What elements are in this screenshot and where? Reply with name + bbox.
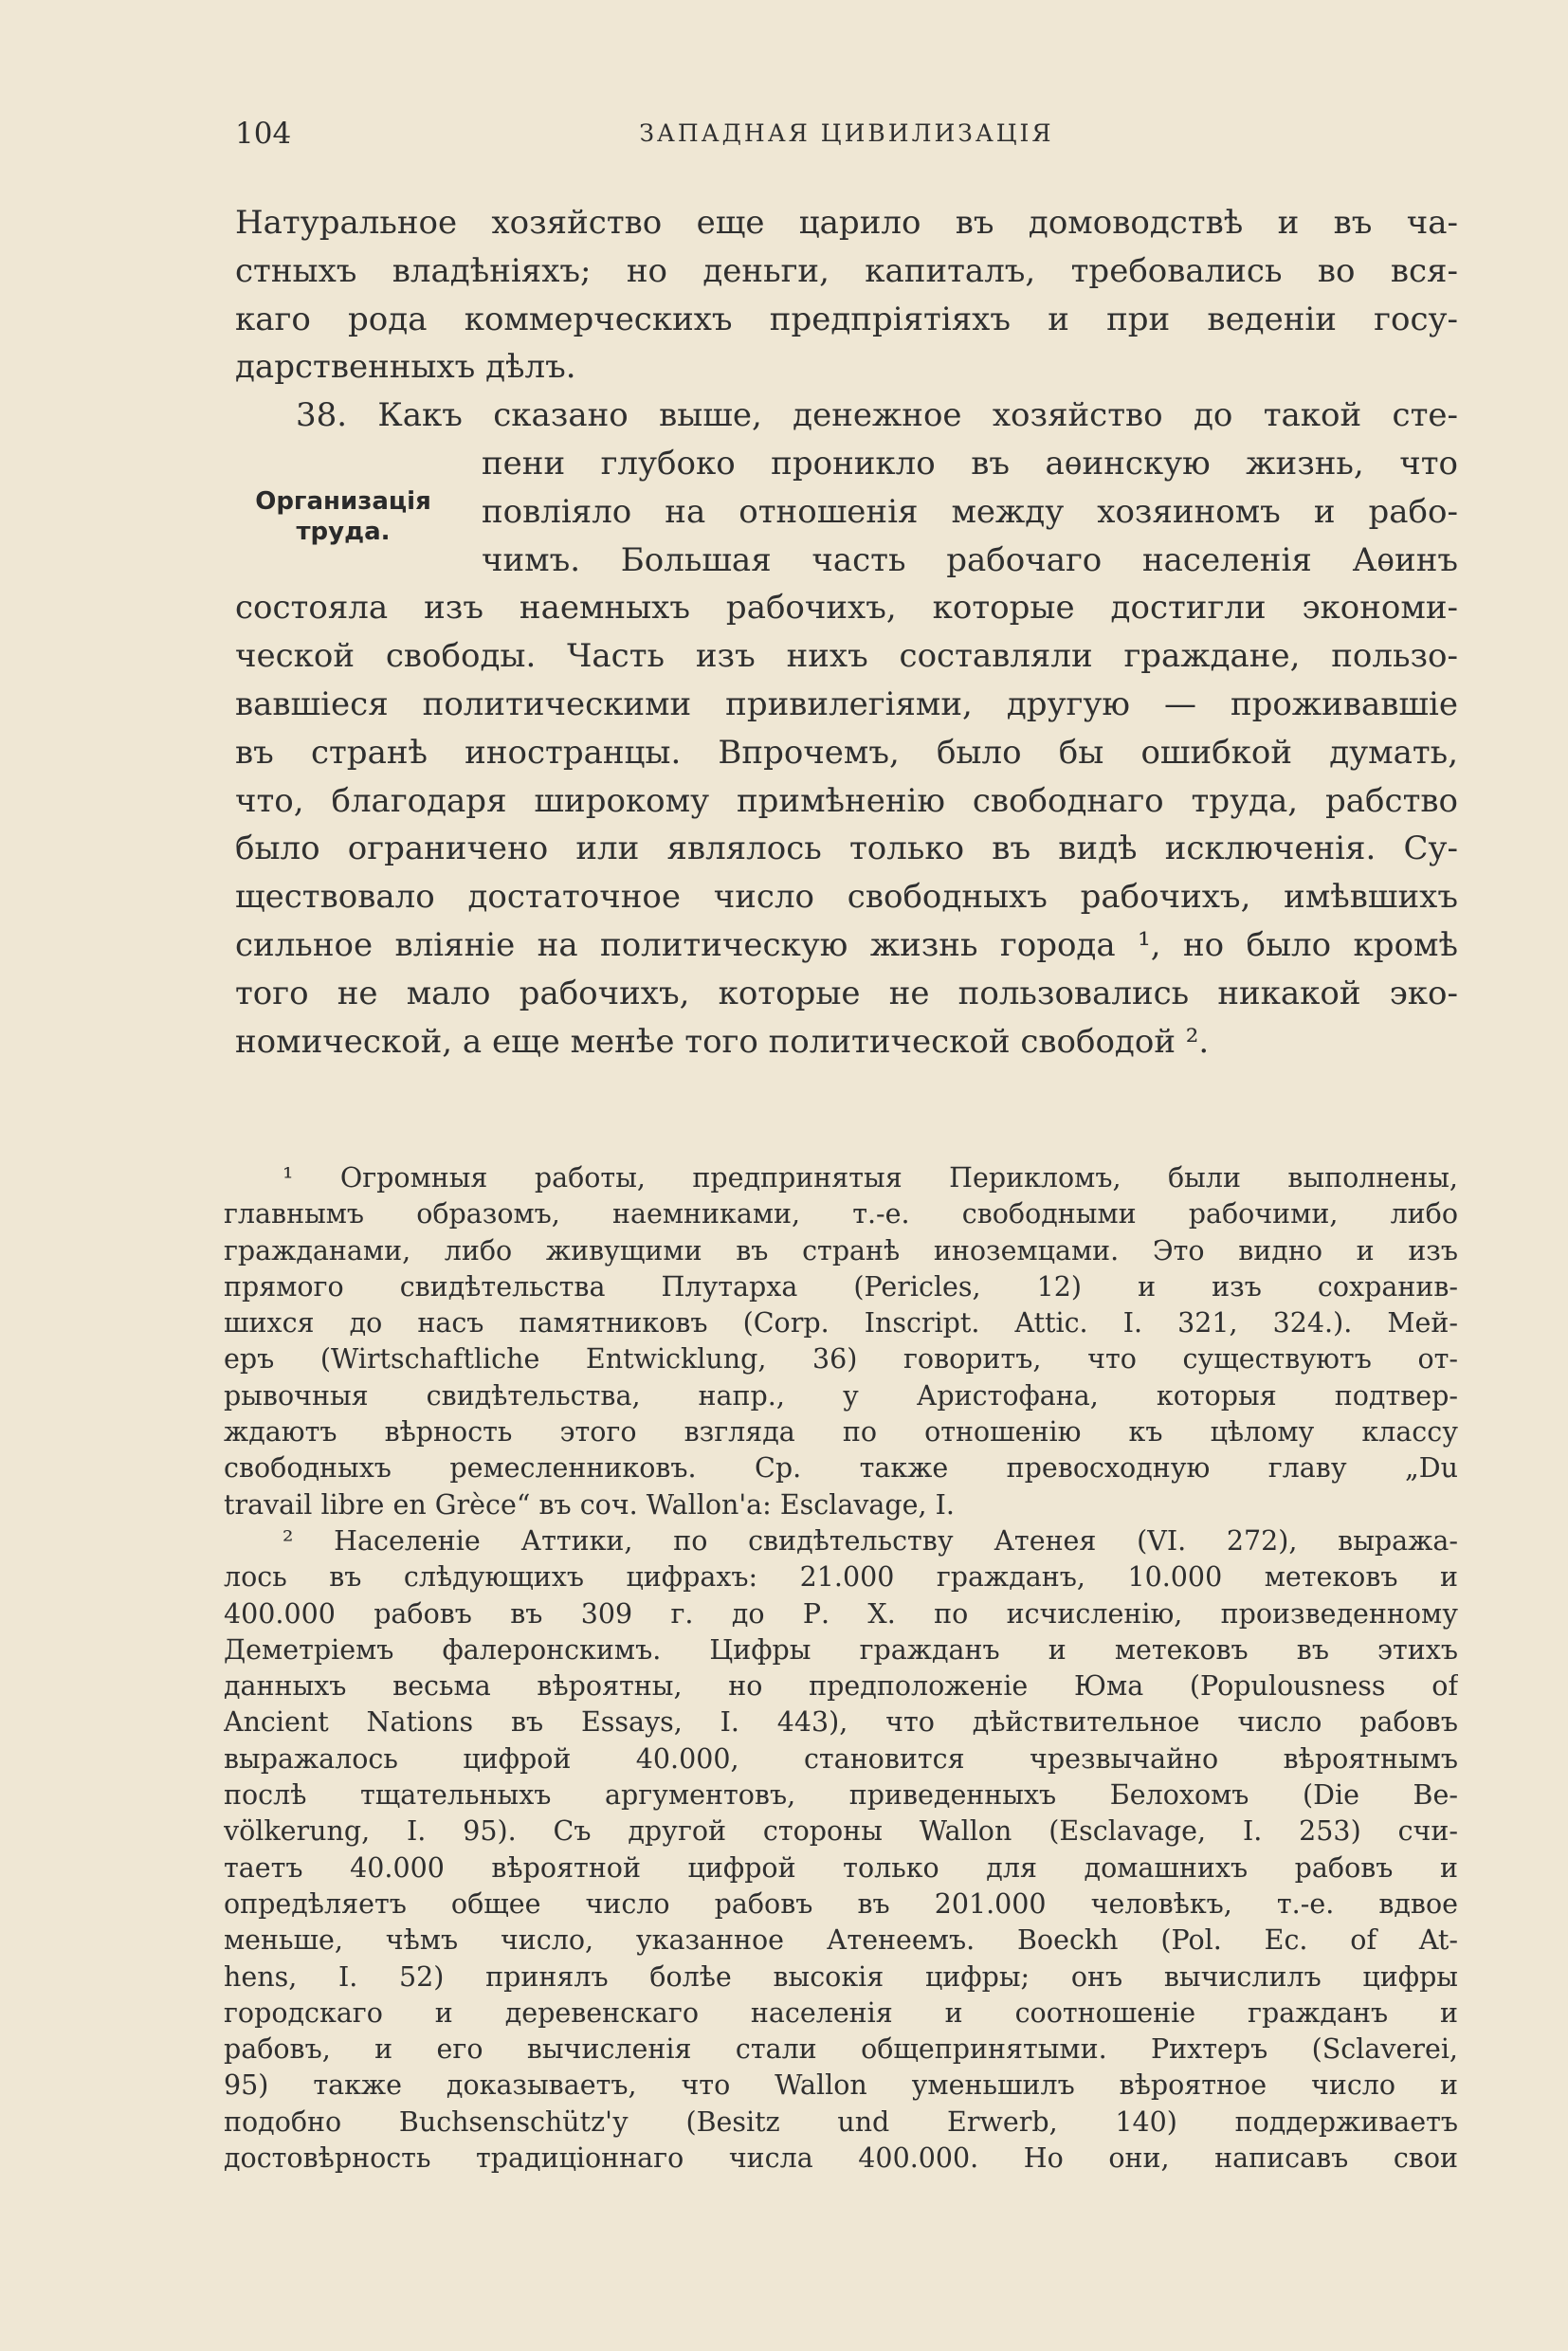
footnote-2-line: опредѣляетъ общее число рабовъ въ 201.000 человѣкъ, т.-е. вдвое <box>224 1887 1458 1920</box>
text-line: вавшіеся политическими привилегіями, другую — проживавшіе <box>235 684 1458 723</box>
footnote-2-line: 400.000 рабовъ въ 309 г. до Р. X. по исчисленію, произведенному <box>224 1597 1458 1630</box>
text-line: номической, а еще менѣе того политической свободой ². <box>235 1022 1210 1061</box>
footnote-2-line: Ancient Nations въ Essays, I. 443), что дѣйствительное число рабовъ <box>224 1706 1458 1739</box>
footnote-1-line: travail libre en Grèce“ въ соч. Wallon'a: Esclavage, I. <box>224 1488 955 1521</box>
paragraph-start-line: 38. Какъ сказано выше, денежное хозяйство до такой сте- <box>296 396 1458 435</box>
running-head <box>235 112 1458 155</box>
main-text <box>235 199 1458 1066</box>
text-line: сильное вліяніе на политическую жизнь города ¹, но было кромѣ <box>235 925 1458 964</box>
text-line: въ странѣ иностранцы. Впрочемъ, было бы ошибкой думать, <box>235 733 1458 772</box>
footnote-2-line: меньше, чѣмъ число, указанное Атенеемъ. Boeckh (Pol. Ec. of At- <box>224 1924 1458 1957</box>
text-line: Натуральное хозяйство еще царило въ домоводствѣ и въ ча- <box>235 204 1458 242</box>
footnote-2-line: данныхъ весьма вѣроятны, но предположеніе Юма (Populousness of <box>224 1670 1458 1703</box>
footnote-2-line: лось въ слѣдующихъ цифрахъ: 21.000 гражданъ, 10.000 метековъ и <box>224 1561 1458 1594</box>
text-line: каго рода коммерческихъ предпріятіяхъ и при веденіи госу- <box>235 300 1458 338</box>
text-line: было ограничено или являлось только въ видѣ исключенія. Су- <box>235 829 1458 868</box>
footnote-2-line: рабовъ, и его вычисленія стали общепринятыми. Рихтеръ (Sclaverei, <box>224 2033 1458 2066</box>
text-line: того не мало рабочихъ, которые не пользовались никакой эко- <box>235 974 1458 1012</box>
footnote-2-line: городскаго и деревенскаго населенія и соотношеніе гражданъ и <box>224 1996 1458 2029</box>
footnote-2-line: 95) также доказываетъ, что Wallon уменьшилъ вѣроятное число и <box>224 2069 1458 2102</box>
footnote-1-line: свободныхъ ремесленниковъ. Ср. также превосходную главу „Du <box>224 1452 1458 1485</box>
footnote-1-line: ждаютъ вѣрность этого взгляда по отношенію къ цѣлому классу <box>224 1416 1458 1449</box>
text-line: дарственныхъ дѣлъ. <box>235 348 576 387</box>
text-line: чимъ. Большая часть рабочаго населенія Аѳинъ <box>482 540 1458 579</box>
footnote-1-line: еръ (Wirtschaftliche Entwicklung, 36) говоритъ, что существуютъ от- <box>224 1343 1458 1376</box>
footnote-2-line: hens, I. 52) принялъ болѣе высокія цифры; онъ вычислилъ цифры <box>224 1960 1458 1993</box>
footnote-2-line: Деметріемъ фалеронскимъ. Цифры гражданъ и метековъ въ этихъ <box>224 1633 1458 1666</box>
footnotes <box>224 1160 1458 2177</box>
footnote-2-line: послѣ тщательныхъ аргументовъ, приведенныхъ Белохомъ (Die Be- <box>224 1779 1458 1812</box>
text-line: ществовало достаточное число свободныхъ рабочихъ, имѣвшихъ <box>235 878 1458 917</box>
text-line: что, благодаря широкому примѣненію свободнаго труда, рабство <box>235 781 1458 820</box>
text-line: стныхъ владѣніяхъ; но деньги, капиталъ, требовались во вся- <box>235 251 1458 290</box>
footnote-1-line: главнымъ образомъ, наемниками, т.-е. свободными рабочими, либо <box>224 1198 1458 1230</box>
page-number: 104 <box>235 117 292 151</box>
footnote-2-line: выражалось цифрой 40.000, становится чрезвычайно вѣроятнымъ <box>224 1742 1458 1775</box>
footnote-1-line: шихся до насъ памятниковъ (Corp. Inscript. Attic. I. 321, 324.). Мей- <box>224 1307 1458 1340</box>
footnote-2-line: таетъ 40.000 вѣроятной цифрой только для домашнихъ рабовъ и <box>224 1851 1458 1884</box>
marginal-note-line: Организація <box>255 487 431 516</box>
footnote-1-line: прямого свидѣтельства Плутарха (Pericles, 12) и изъ сохранив- <box>224 1270 1458 1303</box>
marginal-note-line: труда. <box>296 518 391 546</box>
text-line: пени глубоко проникло въ аѳинскую жизнь, что <box>482 444 1458 483</box>
footnote-2-line: ² Населеніе Аттики, по свидѣтельству Атенея (VI. 272), выража- <box>283 1524 1458 1557</box>
text-line: состояла изъ наемныхъ рабочихъ, которые достигли экономи- <box>235 589 1458 628</box>
footnote-2-line: подобно Buchsenschütz'у (Besitz und Erwerb, 140) поддерживаетъ <box>224 2105 1458 2138</box>
footnote-1-line: гражданами, либо живущими въ странѣ иноземцами. Это видно и изъ <box>224 1234 1458 1267</box>
text-line: повліяло на отношенія между хозяиномъ и рабо- <box>482 492 1458 531</box>
footnote-1-line: ¹ Огромныя работы, предпринятыя Перикломъ, были выполнены, <box>283 1162 1458 1194</box>
running-title: ЗАПАДНАЯ ЦИВИЛИЗАЦІЯ <box>639 119 1054 147</box>
text-line: ческой свободы. Часть изъ нихъ составляли граждане, пользо- <box>235 637 1458 676</box>
footnote-1-line: рывочныя свидѣтельства, напр., у Аристофана, которыя подтвер- <box>224 1379 1458 1412</box>
footnote-2-line: völkerung, I. 95). Съ другой стороны Wallon (Esclavage, I. 253) счи- <box>224 1815 1458 1848</box>
footnote-2-line: достовѣрность традиціоннаго числа 400.000. Но они, написавъ свои <box>224 2142 1458 2175</box>
